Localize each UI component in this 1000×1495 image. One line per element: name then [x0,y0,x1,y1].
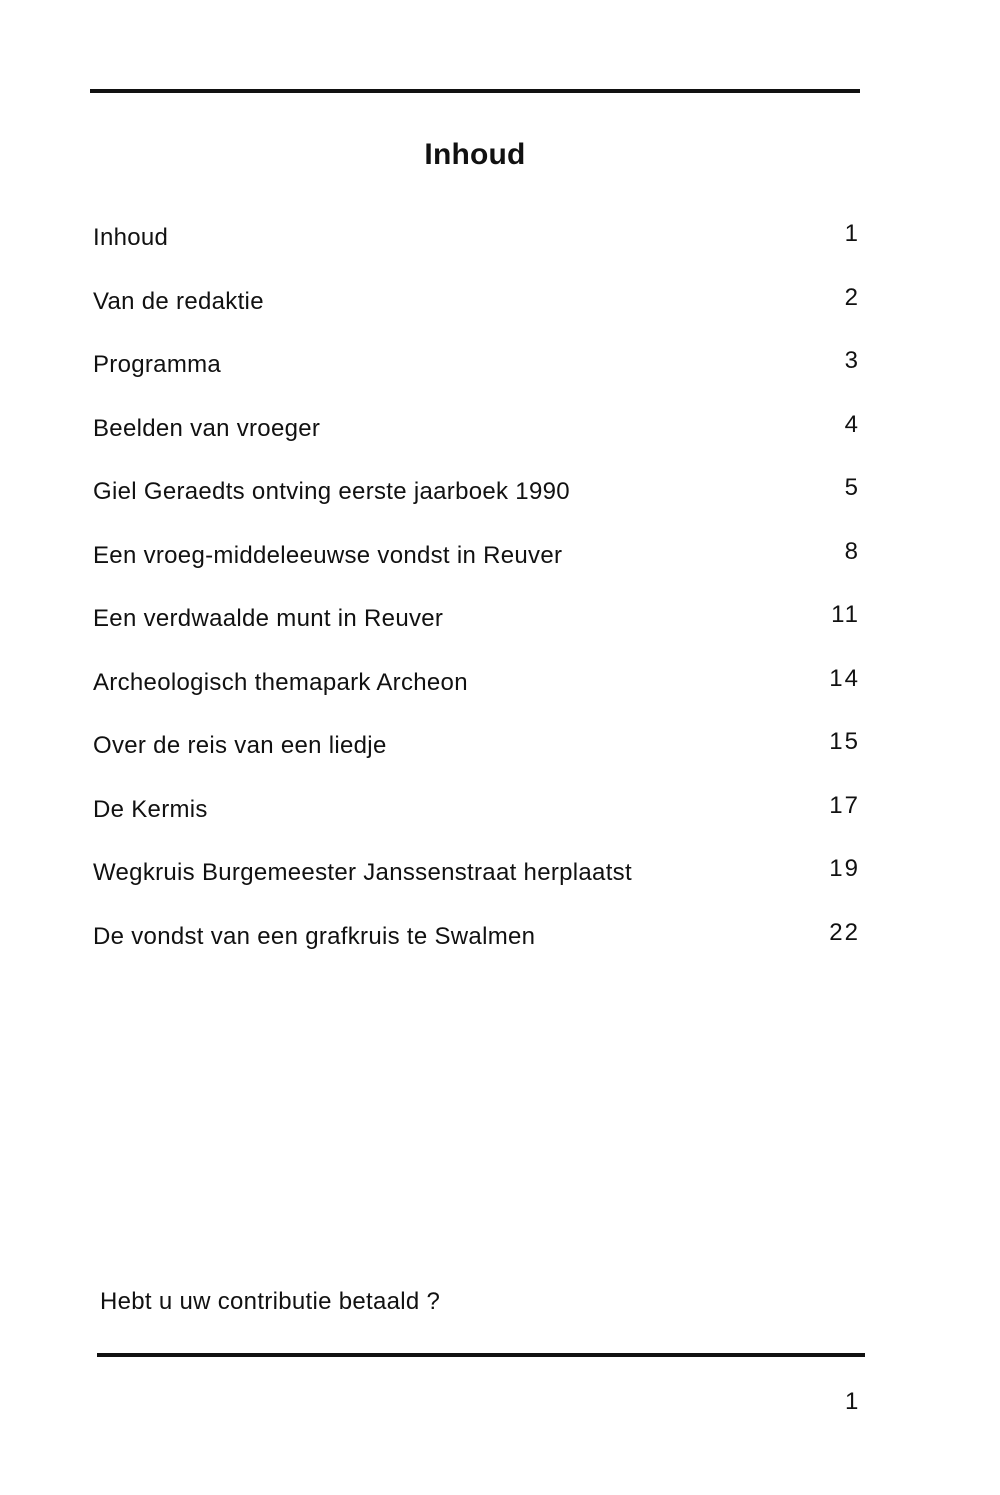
toc-entry [93,536,863,600]
toc-entry-page: 15 [829,728,860,755]
table-of-contents [93,218,863,980]
toc-entry-page: 4 [844,410,860,438]
toc-entry [93,599,863,663]
toc-entry-page: 3 [844,347,860,374]
toc-entry-title: Giel Geraedts ontving eerste jaarboek 1990 [93,478,570,505]
bottom-divider [97,1353,865,1357]
toc-entry [93,853,863,917]
toc-entry-title: Programma [93,351,222,378]
toc-entry-title: Beelden van vroeger [93,414,321,442]
toc-entry [93,790,863,854]
toc-entry-title: Over de reis van een liedje [93,732,387,759]
toc-entry [93,917,863,981]
toc-entry-title: Een verdwaalde munt in Reuver [93,605,444,632]
toc-entry [93,472,863,536]
toc-entry-title: Van de redaktie [93,287,264,315]
toc-entry-title: De vondst van een grafkruis te Swalmen [93,922,536,950]
toc-entry-page: 2 [844,283,860,311]
toc-entry-page: 11 [831,601,860,628]
top-divider [90,89,860,93]
page-title: Inhoud [424,138,526,172]
toc-entry-page: 22 [829,918,860,946]
toc-entry-title: De Kermis [93,795,208,823]
toc-entry-page: 17 [829,791,860,819]
toc-entry [93,726,863,790]
toc-entry-page: 1 [844,220,860,247]
toc-entry-title: Inhoud [93,224,169,251]
toc-entry-page: 5 [844,474,860,501]
toc-entry-title: Archeologisch themapark Archeon [93,668,468,696]
toc-entry-page: 14 [829,664,860,692]
toc-entry-title: Wegkruis Burgemeester Janssenstraat herplaatst [93,859,632,886]
toc-entry [93,409,863,473]
toc-entry-page: 8 [844,537,860,565]
toc-entry-page: 19 [829,855,860,882]
toc-entry [93,663,863,727]
page-number: 1 [845,1388,859,1415]
toc-entry [93,218,863,282]
toc-entry [93,282,863,346]
toc-entry-title: Een vroeg-middeleeuwse vondst in Reuver [93,541,563,569]
toc-entry [93,345,863,409]
contribution-reminder: Hebt u uw contributie betaald ? [100,1288,441,1315]
